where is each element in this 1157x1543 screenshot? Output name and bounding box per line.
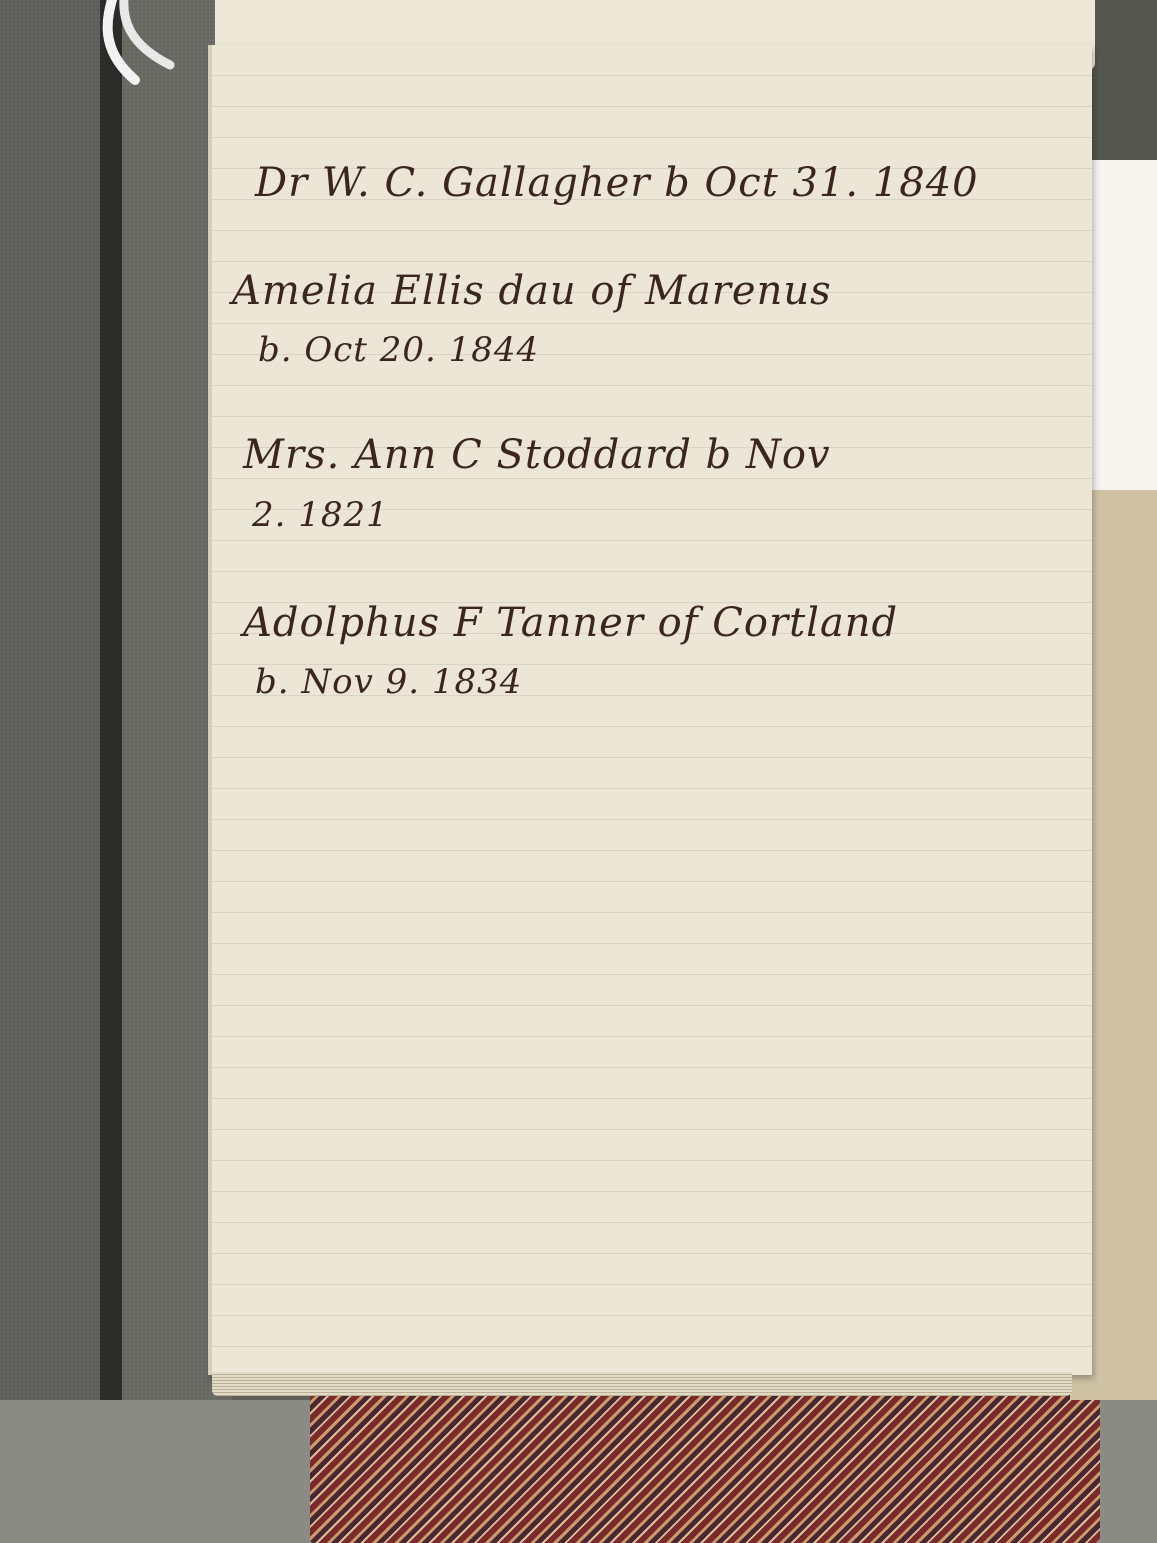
page-stack-edges [212,1372,1072,1396]
notebook-page [208,45,1092,1375]
entry-4-line-1: Adolphus F Tanner of Cortland [243,600,899,646]
entry-2-line-2: b. Oct 20. 1844 [258,330,540,370]
ribbon-cord [95,0,175,90]
entry-1-line-1: Dr W. C. Gallagher b Oct 31. 1840 [255,160,979,206]
foam-gap [100,0,122,1543]
tag-handwriting [1100,190,1157,450]
entry-4-line-2: b. Nov 9. 1834 [255,662,523,702]
foam-padding-left [0,0,100,1543]
entry-2-line-1: Amelia Ellis dau of Marenus [232,268,832,314]
entry-3-line-2: 2. 1821 [252,495,389,535]
entry-3-line-1: Mrs. Ann C Stoddard b Nov [243,432,831,478]
